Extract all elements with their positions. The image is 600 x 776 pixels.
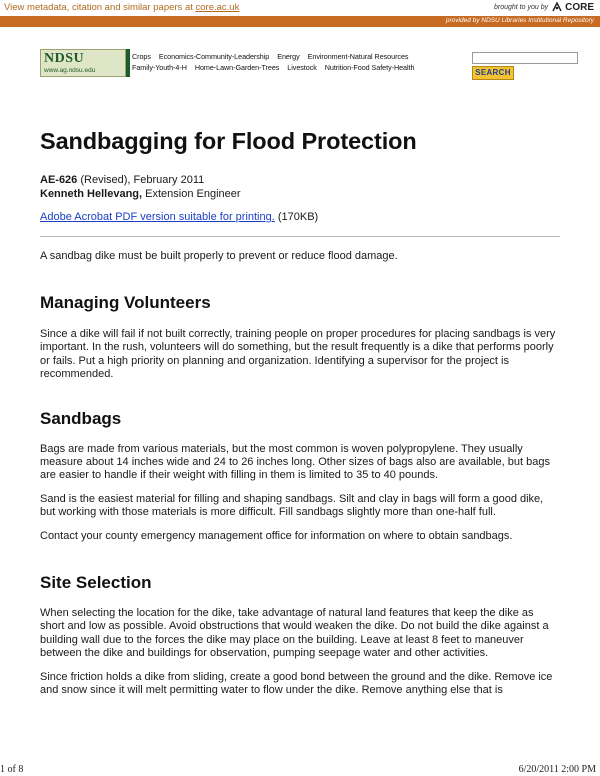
author-line bbox=[40, 187, 560, 201]
section-paragraph: Since a dike will fail if not built correctly, training people on proper procedures for placing sandbags is very important. In the rush, volunteers will do something, but the result frequently is a dike that performs poorly or fails. Put a high priority on planning and organization. Identifying a supervisor for the project is recommended. bbox=[40, 328, 556, 381]
section-paragraph: Bags are made from various materials, but the most common is woven polypropylene. They usually measure about 14 inches wide and 24 to 26 inches long. Other sizes of bags also are available, but bags are easier to handle if their weight with filling in them is limited to 35 to 40 pounds. bbox=[40, 442, 550, 482]
publication-id: AE-626 bbox=[40, 174, 78, 186]
core-logo-icon bbox=[551, 1, 563, 13]
ndsu-divider bbox=[126, 49, 130, 77]
publication-revision: (Revised), February 2011 bbox=[77, 174, 205, 186]
section-heading-sandbags: Sandbags bbox=[40, 408, 122, 428]
topic-nav-row-2 bbox=[132, 63, 420, 72]
publication-line bbox=[40, 173, 560, 187]
ndsu-logo-url: www.ag.ndsu.edu bbox=[44, 67, 96, 74]
section-paragraph: Sand is the easiest material for filling and shaping sandbags. Silt and clay in bags will form a good dike, but working with those materials is more difficult. Fill sandbags slightly more than one-half full. bbox=[40, 492, 544, 519]
brought-to-you-text: brought to you by bbox=[494, 3, 549, 11]
ndsu-logo[interactable] bbox=[40, 49, 126, 77]
core-banner bbox=[0, 0, 600, 16]
author-title: Extension Engineer bbox=[142, 188, 241, 200]
divider bbox=[40, 236, 560, 237]
topic-link-family[interactable]: Family-Youth-4-H bbox=[132, 63, 187, 72]
ndsu-header bbox=[40, 49, 580, 83]
print-timestamp: 6/20/2011 2:00 PM bbox=[518, 764, 596, 775]
topic-link-economics[interactable]: Economics-Community-Leadership bbox=[158, 52, 270, 61]
document-meta bbox=[40, 173, 560, 201]
search-button[interactable]: SEARCH bbox=[472, 66, 514, 80]
pdf-line bbox=[40, 211, 560, 223]
section-paragraph: Since friction holds a dike from sliding, create a good bond between the ground and the dike. Remove ice and snow since it will melt permitting water to flow under the dike. Remove anything else that is bbox=[40, 670, 553, 697]
provided-by-bar bbox=[0, 16, 600, 27]
ndsu-logo-name: NDSU bbox=[44, 51, 85, 66]
author-name: Kenneth Hellevang, bbox=[40, 188, 143, 200]
section-heading-managing-volunteers: Managing Volunteers bbox=[40, 293, 211, 312]
pdf-download-link[interactable]: Adobe Acrobat PDF version suitable for printing. bbox=[40, 211, 275, 223]
topic-link-environment[interactable]: Environment-Natural Resources bbox=[307, 52, 409, 61]
provided-by-text[interactable]: provided by NDSU Libraries Institutional Repository bbox=[445, 17, 594, 24]
topic-link-crops[interactable]: Crops bbox=[132, 52, 151, 61]
pdf-size: (170KB) bbox=[274, 211, 319, 223]
core-brand bbox=[494, 1, 594, 13]
topic-link-energy[interactable]: Energy bbox=[277, 52, 300, 61]
topic-link-nutrition[interactable]: Nutrition-Food Safety-Health bbox=[324, 63, 415, 72]
section-heading-site-selection: Site Selection bbox=[40, 573, 152, 593]
search-input[interactable] bbox=[472, 52, 578, 64]
page-title: Sandbagging for Flood Protection bbox=[40, 128, 417, 154]
core-logo-text: CORE bbox=[565, 1, 594, 13]
core-logo[interactable] bbox=[551, 1, 594, 13]
section-paragraph: Contact your county emergency management office for information on where to obtain sandbags. bbox=[40, 529, 513, 542]
article bbox=[40, 128, 560, 698]
core-metadata-text bbox=[4, 2, 239, 13]
intro-paragraph: A sandbag dike must be built properly to prevent or reduce flood damage. bbox=[40, 250, 398, 262]
topic-link-livestock[interactable]: Livestock bbox=[287, 63, 317, 72]
page-counter: 1 of 8 bbox=[0, 764, 24, 775]
topic-link-home-lawn[interactable]: Home-Lawn-Garden-Trees bbox=[194, 63, 280, 72]
section-paragraph: When selecting the location for the dike, take advantage of natural land features that keep the dike as short and low as possible. Avoid obstructions that would weaken the dike. Do not build the dike against a building wall due to the forces the dike may place on the building. Leave at least 8 feet to maneuver between the dike and buildings for observation, pumping seepage water and other activities. bbox=[40, 607, 549, 660]
core-view-text: View metadata, citation and similar papers at bbox=[4, 2, 196, 13]
topic-nav-row-1 bbox=[132, 52, 414, 61]
core-link[interactable]: core.ac.uk bbox=[195, 2, 240, 13]
